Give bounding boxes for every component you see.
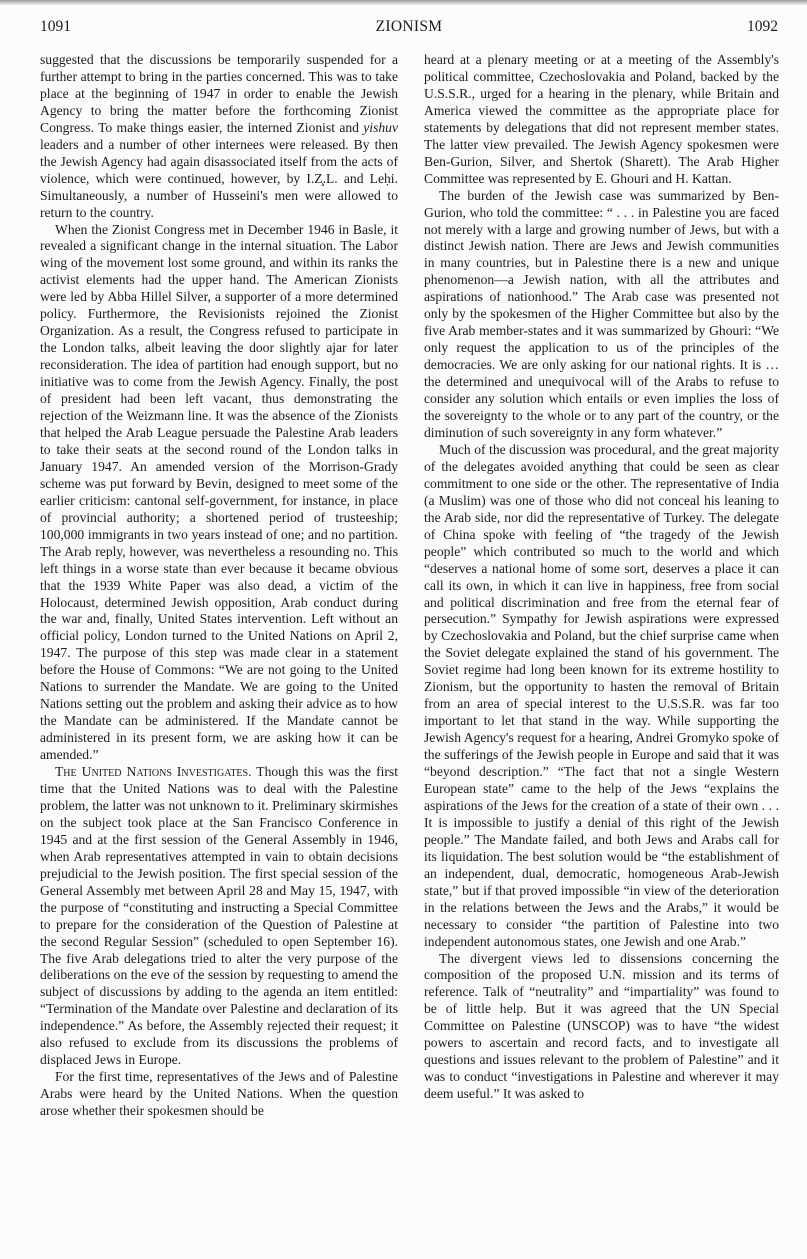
scan-edge-shadow xyxy=(0,0,807,6)
paragraph: heard at a plenary meeting or at a meeting of the Assembly's political committee, Czechoslovakia and Poland, backed by the U.S.S.R., urged for a hearing in the plenary, while Britain and America viewed the committee as the appropriate place for statements by delegations that did not represent member states. The latter view prevailed. The Jewish Agency spokesmen were Ben-Gurion, Silver, and Shertok (Sharett). The Arab Higher Committee was represented by E. Ghouri and H. Kattan. xyxy=(424,52,779,186)
paragraph: The burden of the Jewish case was summarized by Ben-Gurion, who told the committee: “ . . . in Palestine you are faced not merely with a large and growing number of Jews, but with a distinct Jewish nation. There are Jews and Jewish communities in many countries, but in Palestine there is a new and unique phenomenon—a Jewish nation, with all the attributes and aspirations of nationhood.” The Arab case was presented not only by the spokesmen of the Higher Committee but also by the five Arab member-states and it was summarized by Ghouri: “We only request the application to us of the principles of the democracies. We are only asking for our national rights. It is … the determined and unequivocal will of the Arabs to refuse to consider any solution which entails or even implies the loss of the sovereignty to the whole or to any part of the country, or the diminution of such sovereignty in any form whatever.” xyxy=(424,187,779,440)
running-title: ZIONISM xyxy=(375,18,443,35)
left-column xyxy=(40,52,398,1120)
paragraph: The divergent views led to dissensions concerning the composition of the proposed U.N. mission and its terms of reference. Talk of “neutrality” and “impartiality” was found to be of little help. But it was agreed that the UN Special Committee on Palestine (UNSCOP) was to have “the widest powers to ascertain and record facts, and to investigate all questions and issues relevant to the problem of Palestine” and it was to conduct “investigations in Palestine and wherever it may deem useful.” It was asked to xyxy=(424,950,779,1102)
right-column xyxy=(424,52,779,1103)
page-number-left: 1091 xyxy=(40,18,71,35)
paragraph xyxy=(40,764,398,1069)
paragraph: For the first time, representatives of the Jews and of Palestine Arabs were heard by the United Nations. When the question arose whether their spokesmen should be xyxy=(40,1069,398,1119)
paragraph xyxy=(40,52,398,222)
paragraph: When the Zionist Congress met in December 1946 in Basle, it revealed a significant change in the internal situation. The Labor wing of the movement lost some ground, and within its ranks the activist elements had the upper hand. The American Zionists were led by Abba Hillel Silver, a supporter of a more determined policy. Furthermore, the Revisionists rejoined the Zionist Organization. As a result, the Congress refused to participate in the London talks, albeit leaving the door slightly ajar for later reconsideration. The idea of partition had enough support, but no initiative was to come from the Jewish Agency. Finally, the post of president had been left vacant, thus demonstrating the rejection of the Weizmann line. It was the absence of the Zionists that helped the Arab League persuade the Palestine Arab leaders to take their seats at the second round of the London talks in January 1947. An amended version of the Morrison-Grady scheme was put forward by Bevin, designed to meet some of the earlier criticism: cantonal self-government, for instance, in place of provincial authority; a shortened period of trusteeship; 100,000 immigrants in two years instead of one; and no partition. The Arab reply, however, was nevertheless a resounding no. This left things in a worse state than ever because it became obvious that the 1939 White Paper was also dead, a victim of the Holocaust, determined Jewish opposition, Arab conduct during the war and, finally, United States intervention. Left without an official policy, London turned to the United Nations on April 2, 1947. The purpose of this step was made clear in a statement before the House of Commons: “We are not going to the United Nations to surrender the Mandate. We are going to the United Nations setting out the problem and asking their advice as to how the Mandate can be administered. If the Mandate cannot be administered in its present form, we are asking how it can be amended.” xyxy=(40,221,398,763)
text-run: Though this was the first time that the United Nations was to deal with the Palestine problem, the latter was not unknown to it. Preliminary skirmishes on the subject took place at the San Francisco Conference in 1945 and at the first session of the General Assembly in 1946, when Arab representatives attempted in vain to obtain decisions prejudicial to the Jewish position. The first special session of the General Assembly met between April 28 and May 15, 1947, with the purpose of “constituting and instructing a Special Committee to prepare for the consideration of the Question of Palestine at the second Regular Session” (scheduled to open September 16). The five Arab delegations tried to alter the very purpose of the deliberations on the eve of the session by requesting to amend the subject of discussions by adding to the agenda an item entitled: “Termination of the Mandate over Palestine and declaration of its independence.” As before, the Assembly rejected their request; it also refused to exclude from its discussions the problems of displaced Jews in Europe. xyxy=(40,764,398,1068)
italic-term: yishuv xyxy=(363,119,398,135)
paragraph: Much of the discussion was procedural, and the great majority of the delegates avoided anything that could be seen as clear commitment to one side or the other. The representative of India (a Muslim) was one of those who did not conceal his leaning to the Arab side, nor did the representative of Turkey. The delegate of China spoke with feeling of “the tragedy of the Jewish people” which contributed so much to the world and which “deserves a national home of some sort, deserves a place it can call its own, in which it can live in happiness, free from social and political discrimination and free from the eternal fear of persecution.” Sympathy for Jewish aspirations were expressed by Czechoslovakia and Poland, but the chief surprise came when the Soviet delegate explained the stand of his government. The Soviet regime had long been known for its extreme hostility to Zionism, but the opportunity to hasten the removal of Britain from an area of special interest to the U.S.S.R. was far too important to let that stand in the way. While supporting the Jewish Agency's request for a hearing, Andrei Gromyko spoke of the sufferings of the Jewish people in Europe and said that it was “beyond description.” “The fact that not a single Western European state” came to the help of the Jews “explains the aspirations of the Jews for the creation of a state of their own . . . It is impossible to justify a denial of this right of the Jewish people.” The Mandate failed, and both Jews and Arabs call for its liquidation. The best solution would be “the establishment of an independent, dual, democratic, homogeneous Arab-Jewish state,” but if that proved impossible “in view of the deterioration in the relations between the Jews and the Arabs,” it would be necessary to consider “the partition of Palestine into two independent autonomous states, one Jewish and one Arab.” xyxy=(424,441,779,949)
text-run: leaders and a number of other internees were released. By then the Jewish Agency had again disassociated itself from the acts of violence, which were continued, however, by I.Z̧.L. and Leḥi. Simultaneously, a number of Husseini's men were allowed to return to the country. xyxy=(40,136,398,220)
running-header xyxy=(40,18,778,38)
section-heading: The United Nations Investigates. xyxy=(55,764,252,780)
page-number-right: 1092 xyxy=(747,18,778,35)
text-run: suggested that the discussions be temporarily suspended for a further attempt to bring in the parties concerned. This was to take place at the beginning of 1947 in order to enable the Jewish Agency to bring the matter before the forthcoming Zionist Congress. To make things easier, the interned Zionist and xyxy=(40,52,398,135)
